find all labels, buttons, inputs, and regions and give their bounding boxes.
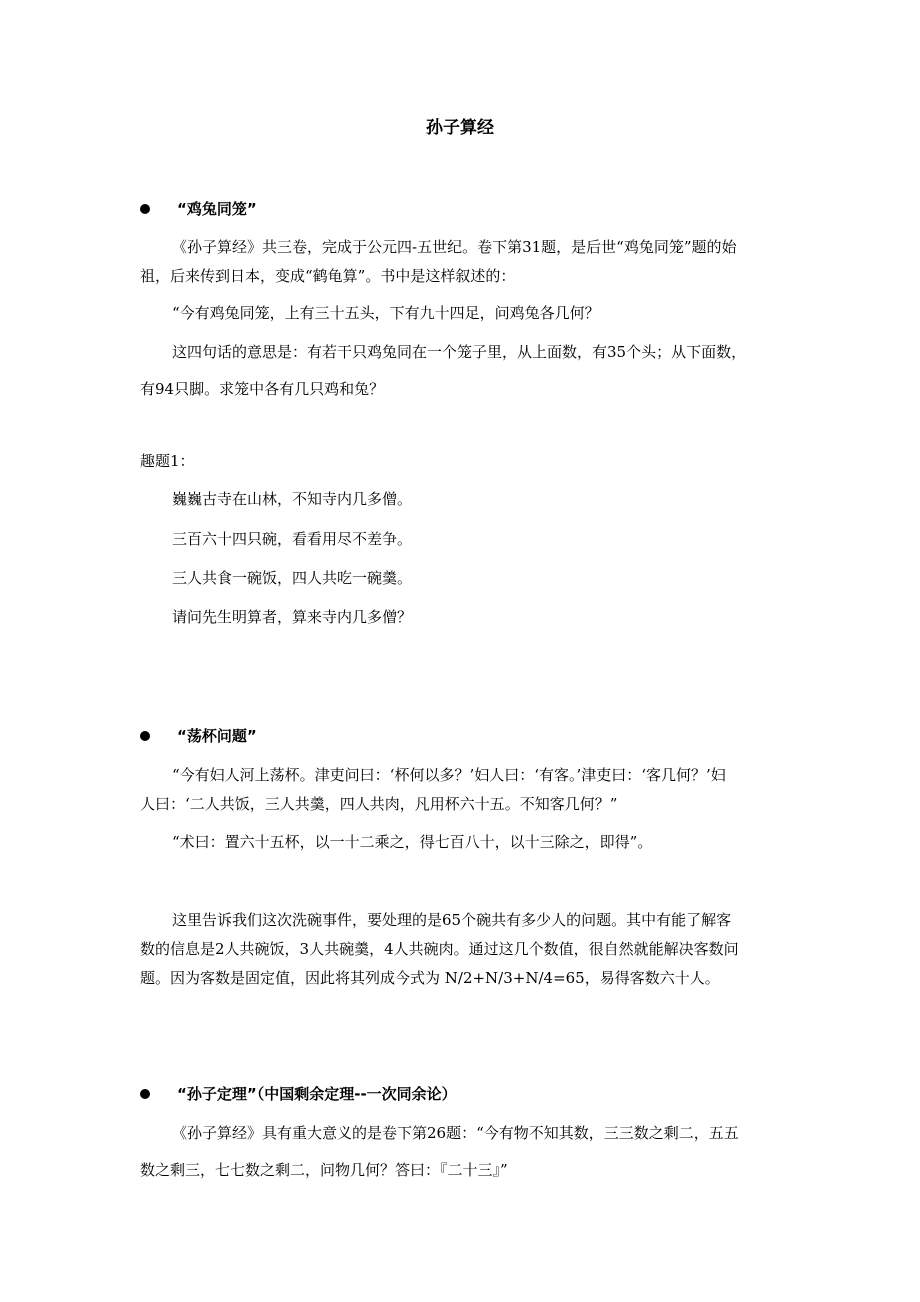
- quote-line: “今有妇人河上荡杯。津吏问曰：‘杯何以多？’妇人曰：‘有客。’津吏曰：‘客几何？’妇: [172, 766, 726, 784]
- puzzle-line: 巍巍古寺在山林，不知寺内几多僧。: [172, 490, 413, 508]
- page-title: 孙子算经: [426, 118, 494, 138]
- section-heading-sunzi-theorem: [140, 1083, 457, 1105]
- paragraph-line: 题。因为客数是固定值，因此将其列成今式为 N/2+N/3+N/4=65，易得客数六十人。: [140, 969, 720, 987]
- puzzle-line: 三人共食一碗饭，四人共吃一碗羹。: [172, 569, 413, 587]
- paragraph-line: 祖，后来传到日本，变成“鹤龟算”。书中是这样叙述的：: [140, 267, 516, 285]
- section-heading-text: “鸡兔同笼”: [177, 200, 257, 218]
- method-line: “术曰：置六十五杯，以一十二乘之，得七百八十，以十三除之，即得”。: [172, 833, 653, 851]
- puzzle-line: 三百六十四只碗，看看用尽不差争。: [172, 530, 413, 548]
- paragraph-line: 这里告诉我们这次洗碗事件，要处理的是65个碗共有多少人的问题。其中有能了解客: [172, 911, 732, 929]
- paragraph-line: 这四句话的意思是：有若干只鸡兔同在一个笼子里，从上面数，有35个头；从下面数，: [172, 343, 747, 361]
- puzzle-line: 请问先生明算者，算来寺内几多僧？: [172, 608, 413, 626]
- section-heading-chicken-rabbit: [140, 198, 257, 220]
- section-heading-cup-washing: [140, 725, 257, 747]
- section-heading-subtitle: （中国剩余定理--一次同余论）: [256, 1085, 457, 1103]
- quote-line: “今有鸡兔同笼，上有三十五头，下有九十四足，问鸡兔各几何？: [172, 304, 600, 322]
- section-heading-text: “荡杯问题”: [177, 727, 257, 745]
- paragraph-line: 数之剩三，七七数之剩二，问物几何？答曰：『二十三』”: [140, 1161, 508, 1179]
- paragraph-line: 《孙子算经》共三卷，完成于公元四-五世纪。卷下第31题，是后世“鸡兔同笼”题的始: [172, 238, 737, 256]
- paragraph-line: 有94只脚。求笼中各有几只鸡和兔？: [140, 380, 385, 398]
- puzzle-label: 趣题1：: [140, 452, 195, 470]
- section-heading-text: “孙子定理”: [177, 1085, 257, 1103]
- paragraph-line: 《孙子算经》具有重大意义的是卷下第26题：“今有物不知其数，三三数之剩二，五五: [172, 1124, 739, 1142]
- bullet-icon: [140, 731, 150, 741]
- quote-line: 人曰：‘二人共饭，三人共羹，四人共肉，凡用杯六十五。不知客几何？”: [140, 795, 618, 813]
- bullet-icon: [140, 1089, 150, 1099]
- bullet-icon: [140, 204, 150, 214]
- paragraph-line: 数的信息是2人共碗饭，3人共碗羹，4人共碗肉。通过这几个数值，很自然就能解决客数问: [140, 940, 739, 958]
